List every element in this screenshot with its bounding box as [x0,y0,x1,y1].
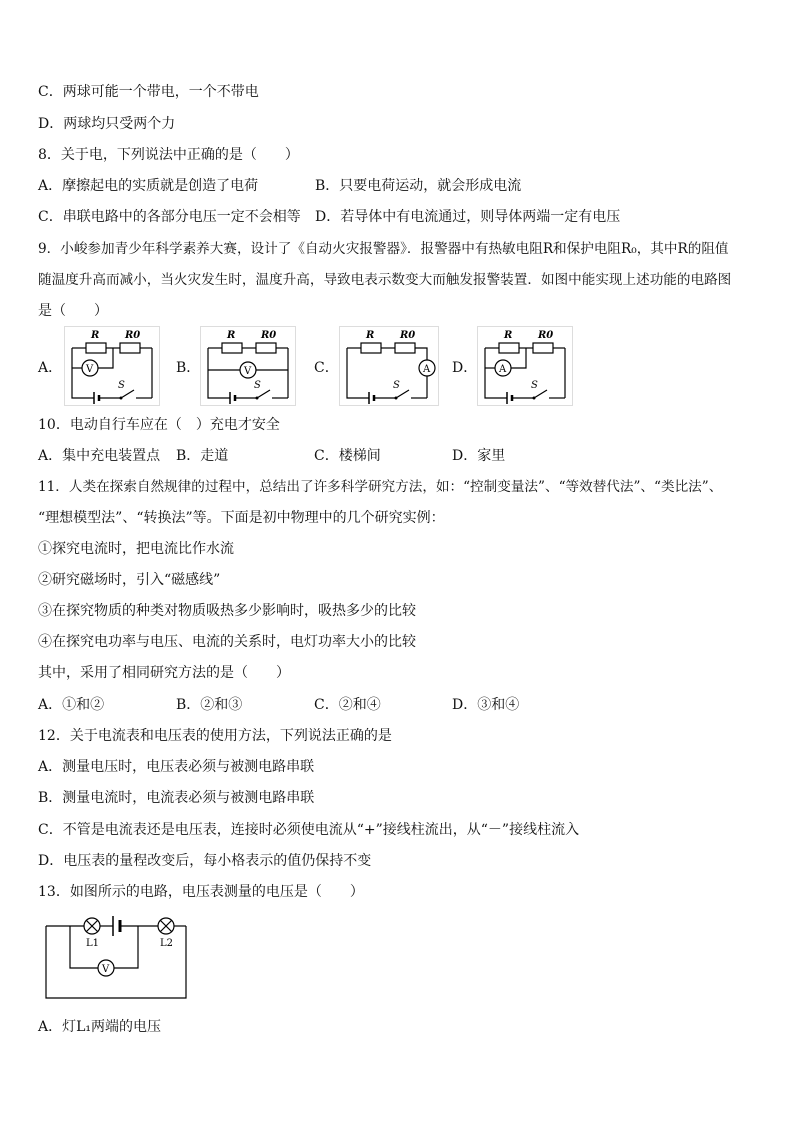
switch-label: S [118,380,125,391]
voltmeter-label: V [86,364,94,375]
q11-item-2: ②研究磁场时，引入“磁感线” [38,572,221,588]
q12-option-a: A．测量电压时，电压表必须与被测电路串联 [38,759,315,775]
q9-option-c-label: C． [314,360,339,376]
q9-option-b-label: B． [176,360,201,376]
q11-option-d: D．③和④ [452,697,520,713]
q12-stem: 12．关于电流表和电压表的使用方法，下列说法正确的是 [38,728,392,744]
q12-option-d: D．电压表的量程改变后，每小格表示的值仍保持不变 [38,853,372,869]
switch-label: S [393,380,400,391]
q9-stem-line3: 是（ ） [38,303,108,319]
q13-stem: 13．如图所示的电路，电压表测量的电压是（ ） [38,884,364,900]
q11-question: 其中，采用了相同研究方法的是（ ） [38,665,290,681]
q9-option-d-label: D． [452,360,478,376]
switch-label: S [531,380,538,391]
q13-circuit [40,908,192,1002]
q10-option-a: A．集中充电装置点 [38,448,161,464]
q8-option-d: D．若导体中有电流通过，则导体两端一定有电压 [315,209,621,225]
l2-label: L2 [160,938,174,949]
voltmeter-label: V [102,964,110,975]
q7-option-d: D．两球均只受两个力 [38,116,176,132]
q12-option-b: B．测量电流时，电流表必须与被测电路串联 [38,790,315,806]
q9-circuit-d [477,326,573,406]
q10-option-b: B．走道 [176,448,229,464]
q8-option-b: B．只要电荷运动，就会形成电流 [315,178,522,194]
r-label: R [504,330,513,341]
q7-option-c: C．两球可能一个带电，一个不带电 [38,84,259,100]
q9-option-a-label: A． [38,360,63,376]
q13-option-a: A．灯L₁两端的电压 [38,1019,162,1035]
r-label: R [366,330,375,341]
q10-stem: 10．电动自行车应在（ ）充电才安全 [38,417,280,433]
q8-option-a: A．摩擦起电的实质就是创造了电荷 [38,178,259,194]
r0-label: R0 [261,330,277,341]
q11-option-c: C．②和④ [314,697,381,713]
q9-stem-line1: 9．小峻参加青少年科学素养大赛，设计了《自动火灾报警器》．报警器中有热敏电阻R和保护电阻R₀，其中R的阻值 [38,241,729,257]
r0-label: R0 [400,330,416,341]
r0-label: R0 [538,330,554,341]
ammeter-label: A [423,364,431,375]
q9-circuit-c [339,326,439,406]
l1-label: L1 [86,938,100,949]
q11-option-b: B．②和③ [176,697,243,713]
q8-option-c: C．串联电路中的各部分电压一定不会相等 [38,209,301,225]
q9-circuit-b [200,326,296,406]
voltmeter-label: V [244,366,252,377]
q9-circuit-a [64,326,160,406]
q11-item-4: ④在探究电功率与电压、电流的关系时，电灯功率大小的比较 [38,634,416,650]
r-label: R [91,330,100,341]
q10-option-d: D．家里 [452,448,506,464]
q11-item-1: ①探究电流时，把电流比作水流 [38,541,234,557]
switch-label: S [254,380,261,391]
q11-option-a: A．①和② [38,697,105,713]
q11-stem-line1: 11．人类在探索自然规律的过程中，总结出了许多科学研究方法，如：“控制变量法”、“等效替代法”、“类比法”、 [38,479,723,495]
q11-stem-line2: “理想模型法”、“转换法”等。下面是初中物理中的几个研究实例： [38,510,445,526]
ammeter-label: A [499,364,507,375]
q11-item-3: ③在探究物质的种类对物质吸热多少影响时，吸热多少的比较 [38,603,416,619]
r-label: R [227,330,236,341]
q12-option-c: C．不管是电流表还是电压表，连接时必须使电流从“+”接线柱流出，从“－”接线柱流入 [38,822,580,838]
q8-stem: 8．关于电，下列说法中正确的是（ ） [38,147,299,163]
q9-stem-line2: 随温度升高而减小，当火灾发生时，温度升高，导致电表示数变大而触发报警装置．如图中能实现上述功能的电路图 [38,272,732,288]
q10-option-c: C．楼梯间 [314,448,381,464]
r0-label: R0 [125,330,141,341]
